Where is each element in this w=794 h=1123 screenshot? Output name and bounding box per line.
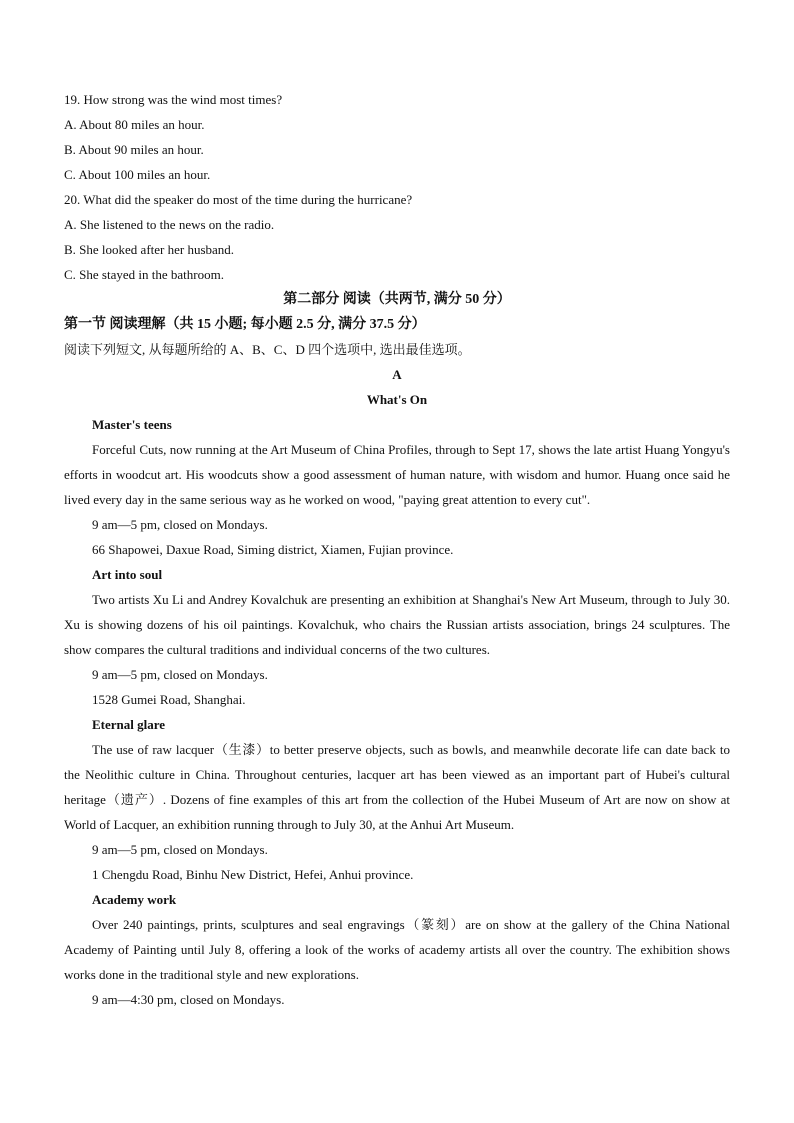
entry-address: 1528 Gumei Road, Shanghai. xyxy=(92,692,246,707)
part-two-title: 第二部分 阅读（共两节, 满分 50 分） xyxy=(283,292,511,307)
entry-hours: 9 am—4:30 pm, closed on Mondays. xyxy=(92,992,285,1007)
entry-heading: Master's teens xyxy=(92,417,172,432)
question-19-option-b: B. About 90 miles an hour. xyxy=(64,142,204,157)
entry-hours: 9 am—5 pm, closed on Mondays. xyxy=(92,517,268,532)
question-20-option-a: A. She listened to the news on the radio. xyxy=(64,217,275,232)
question-19-option-a: A. About 80 miles an hour. xyxy=(64,117,205,132)
entry-hours: 9 am—5 pm, closed on Mondays. xyxy=(92,667,268,682)
section-one-title: 第一节 阅读理解（共 15 小题; 每小题 2.5 分, 满分 37.5 分） xyxy=(64,317,426,332)
entry-body: Forceful Cuts, now running at the Art Museum of China Profiles, through to Sept 17, shows the late artist Huang Yongyu's efforts in woodcut art. His woodcuts show a good assessment of human nature, with wisdom and humor. Huang once said he lived every day in the same serious way as he worked on wood, "paying great attention to every cut". xyxy=(64,442,730,507)
passage-letter: A xyxy=(392,367,402,382)
question-20-option-c: C. She stayed in the bathroom. xyxy=(64,267,224,282)
question-20-stem: 20. What did the speaker do most of the time during the hurricane? xyxy=(64,192,413,207)
entry-heading: Eternal glare xyxy=(92,717,166,732)
question-20-option-b: B. She looked after her husband. xyxy=(64,242,235,257)
entry-heading: Art into soul xyxy=(92,567,163,582)
passage-title: What's On xyxy=(366,392,428,407)
entry-address: 66 Shapowei, Daxue Road, Siming district, Xiamen, Fujian province. xyxy=(92,542,454,557)
entry-body: The use of raw lacquer（生漆）to better preserve objects, such as bowls, and meanwhile decorate life can date back to the Neolithic culture in China. Throughout centuries, lacquer art has been viewed as an important part of Hubei's cultural heritage（遗产）. Dozens of fine examples of this art from the collection of the Hubei Museum of Art are now on show at World of Lacquer, an exhibition running through to July 30, at the Anhui Art Museum. xyxy=(64,742,730,832)
reading-instruction: 阅读下列短文, 从每题所给的 A、B、C、D 四个选项中, 选出最佳选项。 xyxy=(64,342,471,357)
question-19-option-c: C. About 100 miles an hour. xyxy=(64,167,211,182)
question-19-stem: 19. How strong was the wind most times? xyxy=(64,92,283,107)
document-page xyxy=(64,87,730,1012)
entry-body: Two artists Xu Li and Andrey Kovalchuk are presenting an exhibition at Shanghai's New Art Museum, through to July 30. Xu is showing dozens of his oil paintings. Kovalchuk, who chairs the Russian artists association, brings 24 sculptures. The show compares the cultural traditions and individual concerns of the two cultures. xyxy=(64,592,730,657)
entry-heading: Academy work xyxy=(92,892,177,907)
entry-body: Over 240 paintings, prints, sculptures and seal engravings（篆刻）are on show at the gallery of the China National Academy of Painting until July 8, offering a look of the works of academy artists all over the country. The exhibition shows works done in the traditional style and new explorations. xyxy=(64,917,730,982)
entry-address: 1 Chengdu Road, Binhu New District, Hefei, Anhui province. xyxy=(92,867,414,882)
entry-hours: 9 am—5 pm, closed on Mondays. xyxy=(92,842,268,857)
